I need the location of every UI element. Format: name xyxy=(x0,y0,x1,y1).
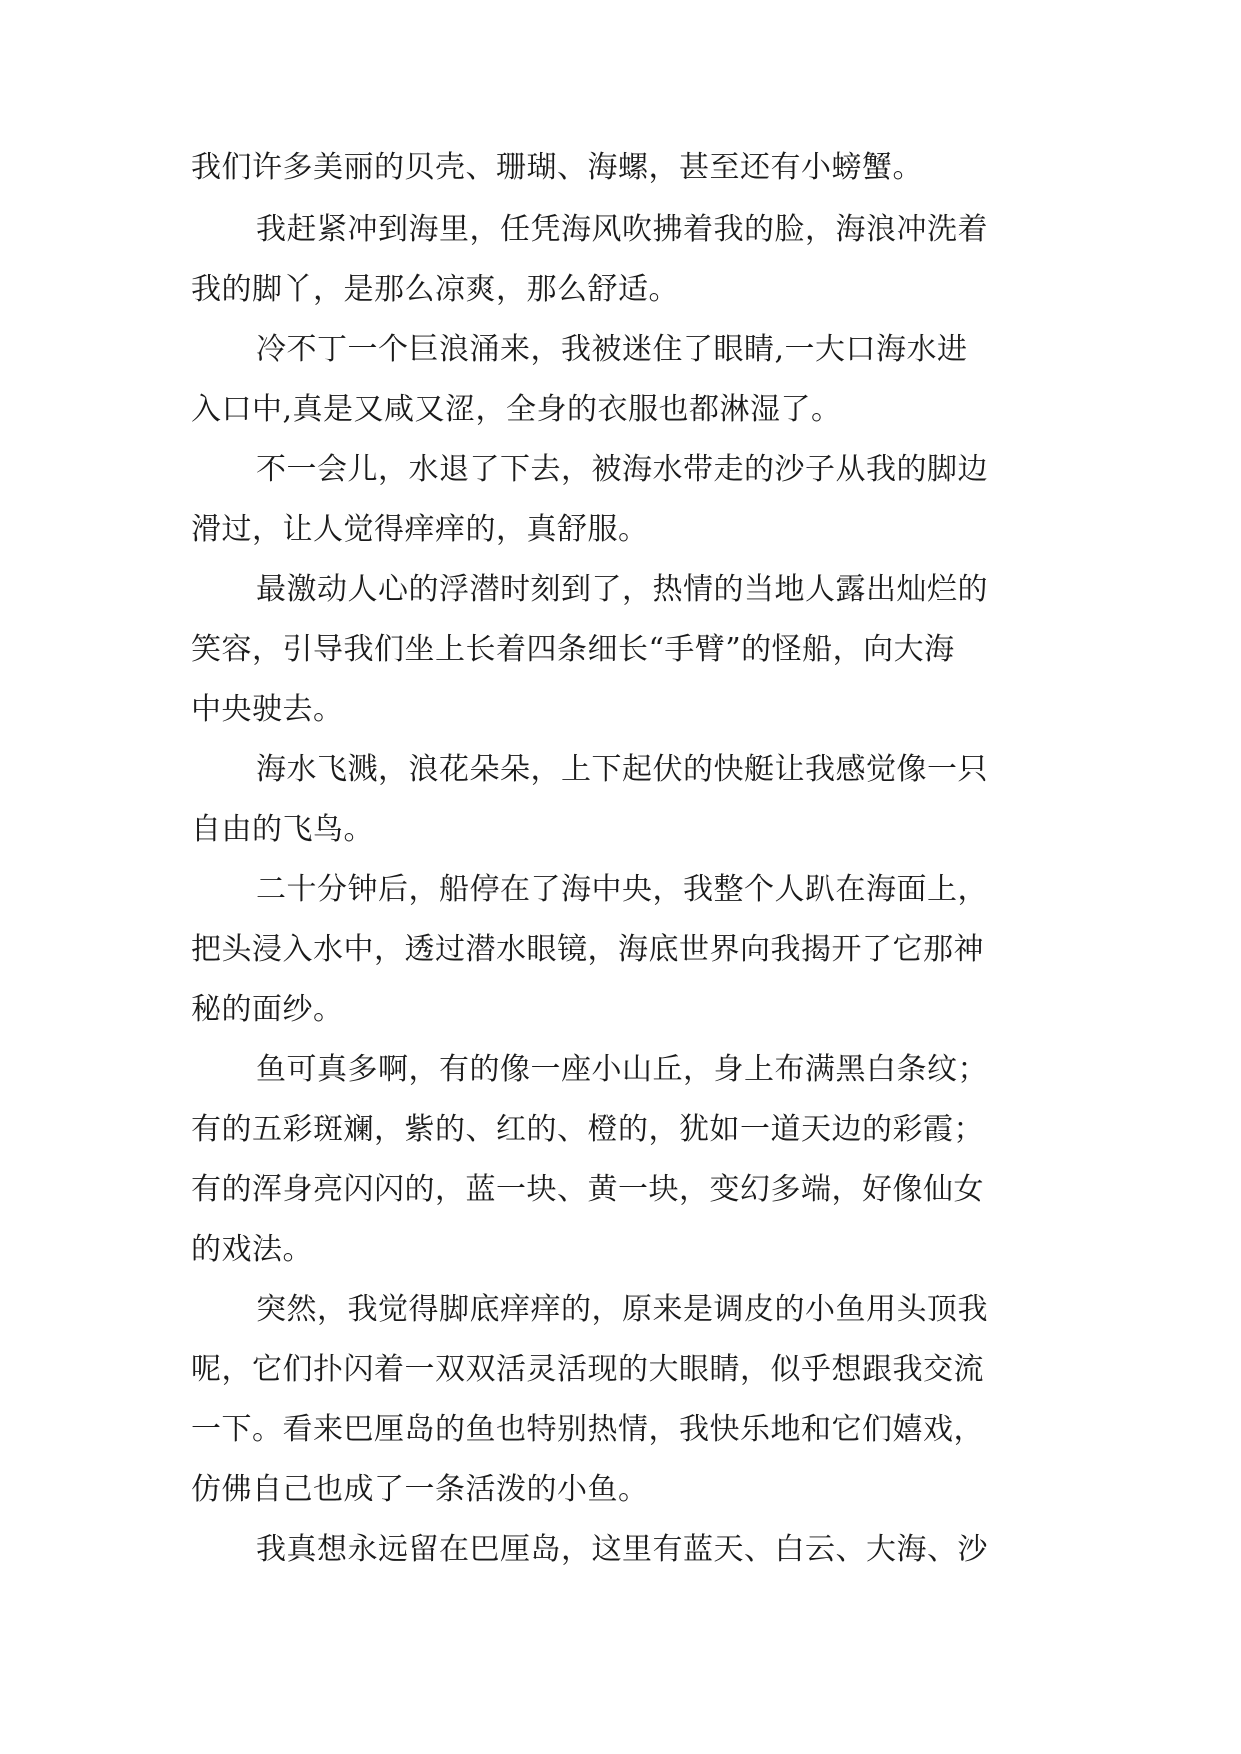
text-line: 呢，它们扑闪着一双双活灵活现的大眼睛，似乎想跟我交流 xyxy=(191,1352,984,1387)
text-line: 的戏法。 xyxy=(191,1232,313,1267)
text-line: 突然，我觉得脚底痒痒的，原来是调皮的小鱼用头顶我 xyxy=(256,1292,988,1327)
text-line: 仿佛自己也成了一条活泼的小鱼。 xyxy=(191,1472,649,1507)
text-line: 一下。看来巴厘岛的鱼也特别热情，我快乐地和它们嬉戏， xyxy=(191,1412,984,1447)
text-line: 我真想永远留在巴厘岛，这里有蓝天、白云、大海、沙 xyxy=(256,1532,988,1567)
text-line: 我的脚丫，是那么凉爽，那么舒适。 xyxy=(191,272,679,307)
text-line: 鱼可真多啊，有的像一座小山丘，身上布满黑白条纹； xyxy=(256,1052,988,1087)
text-line: 中央驶去。 xyxy=(191,692,344,727)
text-line: 最激动人心的浮潜时刻到了，热情的当地人露出灿烂的 xyxy=(256,572,988,607)
text-line: 二十分钟后，船停在了海中央，我整个人趴在海面上， xyxy=(256,872,988,907)
text-line: 不一会儿，水退了下去，被海水带走的沙子从我的脚边 xyxy=(256,452,988,487)
text-line: 笑容，引导我们坐上长着四条细长“手臂”的怪船，向大海 xyxy=(191,632,955,667)
text-line: 有的浑身亮闪闪的，蓝一块、黄一块，变幻多端，好像仙女 xyxy=(191,1172,984,1207)
text-line: 冷不丁一个巨浪涌来，我被迷住了眼睛,一大口海水进 xyxy=(256,332,968,367)
text-line: 把头浸入水中，透过潜水眼镜，海底世界向我揭开了它那神 xyxy=(191,932,984,967)
text-line: 海水飞溅，浪花朵朵，上下起伏的快艇让我感觉像一只 xyxy=(256,752,988,787)
text-line: 入口中,真是又咸又涩，全身的衣服也都淋湿了。 xyxy=(191,392,842,427)
text-line: 我们许多美丽的贝壳、珊瑚、海螺，甚至还有小螃蟹。 xyxy=(191,150,923,185)
text-line: 自由的飞鸟。 xyxy=(191,812,374,847)
text-line: 秘的面纱。 xyxy=(191,992,344,1027)
text-line: 有的五彩斑斓，紫的、红的、橙的，犹如一道天边的彩霞； xyxy=(191,1112,984,1147)
text-line: 滑过，让人觉得痒痒的，真舒服。 xyxy=(191,512,649,547)
text-line: 我赶紧冲到海里，任凭海风吹拂着我的脸，海浪冲洗着 xyxy=(256,212,988,247)
